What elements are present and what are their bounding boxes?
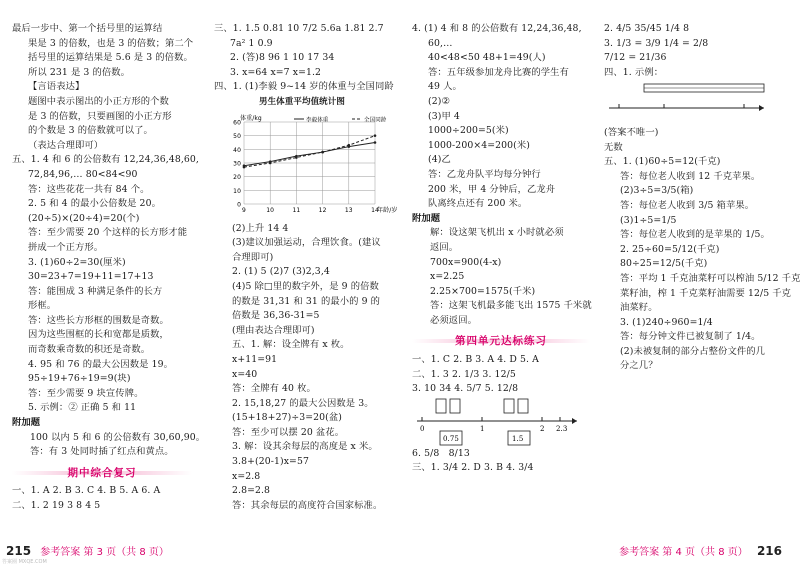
text-line: 3.8+(20-1)x=57 (232, 456, 309, 468)
text-line: 95÷19+76÷19=9(块) (28, 373, 131, 385)
col2-top (214, 22, 390, 80)
chart-question: 四、1. (1)李毅 9~14 岁的体重与全国同龄 (214, 81, 394, 93)
data-point (374, 134, 377, 137)
text-line: 的个数是 3 的倍数就可以了。 (28, 125, 153, 137)
text-line: x=2.8 (232, 470, 261, 482)
text-line: 答：能围成 3 种满足条件的长方 (28, 285, 163, 297)
text-line: 4. (1) 4 和 8 的公倍数有 12,24,36,48, (412, 23, 582, 34)
text-line: 2. 4/5 35/45 1/4 8 (604, 23, 690, 34)
text-line: 因为这些围框的长和宽都是质数， (28, 329, 169, 341)
col4-infinite: 无数 (604, 141, 623, 153)
text-line: 3. (1)240÷960=1/4 (620, 316, 713, 328)
col1-section-five (12, 153, 199, 416)
col3-extra (412, 226, 590, 328)
text-line: 2.25×700=1575(千米) (430, 285, 536, 297)
nl-label-0: 0 (420, 424, 425, 433)
fraction-bar-diagram (604, 80, 774, 120)
extra-question-label-2: 附加题 (412, 212, 441, 224)
text-line: 1000÷200=5(米) (428, 125, 509, 137)
x-tick-label: 10 (266, 206, 275, 214)
footer-right-text: 参考答案 第 4 页（共 8 页） (619, 547, 748, 558)
text-line: 油菜籽。 (620, 302, 658, 314)
text-line: 3. (1)60÷2=30(厘米) (28, 256, 126, 268)
text-line: 2. (1) 5 (2)7 (3)2,3,4 (232, 266, 330, 278)
text-line: x=40 (232, 368, 258, 380)
text-line: 队离终点还有 200 米。 (428, 198, 528, 210)
y-tick-label: 50 (233, 132, 241, 140)
x-tick-label: 13 (344, 206, 353, 214)
y-axis-label: 体重/kg (240, 114, 262, 122)
text-line: 4. 95 和 76 的最大公因数是 19。 (28, 358, 174, 370)
number-line-svg (412, 397, 582, 447)
text-line: 合理即可) (232, 251, 274, 263)
text-line: (理由表达合理即可) (232, 324, 315, 336)
text-line: 是 3 的倍数，只要画图的小正方形 (28, 110, 172, 122)
x-tick-label: 14 (371, 206, 379, 214)
text-line: 倍数是 36,36-31=5 (232, 310, 320, 322)
text-line: 最后一步中、第一个括号里的运算结 (12, 23, 163, 34)
column-4 (604, 22, 800, 374)
text-line: 答：平均 1 千克油菜籽可以榨油 5/12 千克 (620, 272, 800, 284)
text-line: 答：这些长方形框的围数是奇数。 (28, 314, 169, 326)
text-line: 而奇数乘奇数的积还是奇数。 (28, 344, 151, 356)
page-number-left: 215 (6, 544, 32, 558)
text-line: 40<48<50 48+1=49(人) (428, 52, 546, 64)
weight-line-chart (222, 112, 398, 220)
number-line-diagram (412, 397, 590, 447)
text-line: 形框。 (28, 300, 57, 312)
x-tick-label: 11 (292, 206, 301, 214)
text-line: （表达合理即可） (28, 139, 104, 151)
frac-1: 5/8 (424, 447, 440, 459)
text-line: 答：至少需要 20 个这样的长方形才能 (28, 227, 188, 239)
nl-label-2: 2 (540, 424, 545, 433)
text-line: 答：乙龙舟队平均每分钟行 (428, 168, 541, 180)
text-line: 答：每位老人收到 12 千克苹果。 (620, 170, 761, 182)
text-line: 答：其余每层的高度符合国家标准。 (232, 499, 383, 511)
x-tick-label: 9 (242, 206, 246, 214)
col1-intro (12, 22, 192, 153)
unit-four-title (412, 334, 590, 349)
text-line: 答：每位老人收到 3/5 箱苹果。 (620, 199, 755, 211)
text-line: 72,84,96,… 80<84<90 (28, 168, 138, 180)
text-line: 五、1. 4 和 6 的公倍数有 12,24,36,48,60, (12, 154, 199, 166)
text-line: 3. 1/3 = 3/9 1/4 = 2/8 (604, 37, 709, 49)
y-tick-label: 60 (233, 119, 241, 127)
text-line: 所以 231 是 3 的倍数。 (28, 66, 131, 78)
text-line: (2)② (428, 95, 450, 107)
footer-right (613, 543, 782, 558)
answer-line: 3. 10 34 4. 5/7 5. 12/8 (412, 383, 519, 395)
text-line: (2)3÷5=3/5(箱) (620, 185, 694, 197)
col1-final (12, 484, 192, 513)
extra-question-label: 附加题 (12, 417, 41, 429)
text-line: (15+18+27)÷3=20(盆) (232, 412, 342, 424)
text-line: 五、1. 解：设全牌有 x 枚。 (232, 339, 350, 351)
legend-label: 全国同龄 (364, 117, 387, 124)
text-line: 2. 25÷60=5/12(千克) (620, 243, 720, 255)
text-line: 五、1. (1)60÷5=12(千克) (604, 156, 721, 168)
text-line: 80÷25=12/5(千克) (620, 258, 708, 270)
y-tick-label: 40 (233, 146, 241, 154)
text-line: 2. (答)8 96 1 10 17 34 (230, 52, 335, 64)
box-label-1: 1.5 (512, 434, 524, 443)
text-line: (3)建议加强运动，合理饮食。(建议 (232, 237, 381, 249)
text-line: 答：至少需要 9 块宣传牌。 (28, 387, 144, 399)
text-line: (20÷5)×(20÷4)=20(个) (28, 212, 140, 224)
text-line: 的数是 31,31 和 31 的最小的 9 的 (232, 295, 381, 307)
col1-extra (12, 431, 206, 460)
col3-fractions: 6. 5/8 8/13 (412, 447, 470, 459)
chart-title: 男生体重平均值统计图 (258, 96, 345, 107)
footer-left (6, 543, 169, 558)
col4-section-five (604, 155, 800, 374)
text-line: 200 米，甲 4 分钟后，乙龙舟 (428, 183, 556, 195)
col2-after-chart (214, 222, 390, 514)
answer-line: 二、1. 2 19 3 8 4 5 (12, 500, 101, 511)
data-point (348, 143, 351, 146)
text-line: 答：这架飞机最多能飞出 1575 千米就 (430, 300, 592, 312)
text-line: x+11=91 (232, 353, 278, 365)
col3-answers (412, 353, 590, 397)
text-line: 答：五年级参加龙舟比赛的学生有 (428, 66, 569, 78)
box-label-0: 0.75 (443, 434, 459, 443)
nl-label-3: 2.3 (556, 424, 568, 433)
text-line: 7a² 1 0.9 (230, 37, 273, 49)
text-line: 100 以内 5 和 6 的公倍数有 30,60,90。 (30, 431, 206, 443)
y-tick-label: 0 (237, 201, 241, 209)
col3-last: 三、1. 3/4 2. D 3. B 4. 3/4 (412, 462, 534, 474)
y-tick-label: 10 (233, 187, 241, 195)
text-line: (3)1÷5=1/5 (620, 214, 677, 226)
text-line: (2)上升 14 4 (232, 222, 289, 234)
nl-label-1: 1 (480, 424, 485, 433)
midterm-review-title (12, 466, 192, 481)
y-tick-label: 30 (233, 160, 241, 168)
frac-2: 8/13 (448, 447, 470, 459)
x-axis-label: 年龄/岁 (377, 206, 398, 214)
text-line: 49 人。 (428, 81, 462, 93)
text-line: 3. 解：设其余每层的高度是 x 米。 (232, 441, 378, 453)
col4-q4: 四、1. 示例： (604, 66, 664, 78)
legend-label: 李毅体重 (306, 117, 329, 124)
text-line: (4)乙 (428, 154, 451, 166)
text-line: 答：每分钟文件已被复制了 1/4。 (620, 331, 761, 343)
footer-left-text: 参考答案 第 3 页（共 8 页） (40, 547, 169, 558)
answer-line: 一、1. A 2. B 3. C 4. B 5. A 6. A (12, 485, 161, 497)
series-line-1 (244, 142, 375, 165)
text-line: 3. x=64 x=7 x=1.2 (230, 66, 322, 78)
data-point (269, 161, 272, 164)
weight-chart (222, 112, 398, 222)
column-1 (12, 22, 206, 514)
text-line: 5. 示例：② 正确 5 和 11 (28, 402, 137, 414)
col3-top (412, 22, 590, 212)
text-line: 解：设这架飞机出 x 小时就必须 (430, 227, 564, 239)
text-line: 2. 15,18,27 的最大公因数是 3。 (232, 397, 374, 409)
text-line: (4)5 除□里的数字外，是 9 的倍数 (232, 280, 379, 292)
unit-four-label: 第四单元达标练习 (455, 335, 547, 348)
text-line: 700x=900(4-x) (430, 256, 502, 268)
text-line: 分之几？ (620, 360, 658, 372)
answer-line: 二、1. 3 2. 1/3 3. 12/5 (412, 368, 516, 380)
answer-line: 一、1. C 2. B 3. A 4. D 5. A (412, 354, 539, 366)
text-line: 返回。 (430, 241, 459, 253)
text-line: 必须返回。 (430, 314, 477, 326)
text-line: (2)未被复制的部分占整份文件的几 (620, 345, 766, 357)
text-line: (3)甲 4 (428, 110, 460, 122)
text-line: 三、1. 1.5 0.81 10 7/2 5.6a 1.81 2.7 (214, 23, 384, 34)
text-line: 括号里的运算结果是 5.6 是 3 的倍数。 (28, 52, 193, 64)
text-line: 60,… (428, 37, 453, 49)
text-line: 答：有 3 处同时插了红点和黄点。 (30, 446, 174, 458)
midterm-review-label: 期中综合复习 (67, 466, 137, 479)
x-tick-label: 12 (318, 206, 327, 214)
text-line: 题图中表示图出的小正方形的个数 (28, 95, 169, 107)
text-line: 答：这些花花一共有 84 个。 (28, 183, 150, 195)
text-line: x=2.25 (430, 271, 465, 283)
text-line: 答：全牌有 40 枚。 (232, 383, 316, 395)
column-3 (412, 22, 590, 476)
text-line: 30=23+7=19+11=17+13 (28, 271, 154, 283)
text-line: 【言语表达】 (28, 81, 85, 93)
data-point (374, 141, 377, 144)
col4-answer-note: (答案不唯一) (604, 126, 659, 138)
text-line: 7/12 = 21/36 (604, 52, 667, 64)
text-line: 菜籽油，榨 1 千克菜籽油需要 12/5 千克 (620, 287, 792, 299)
data-point (321, 150, 324, 153)
text-line: 2.8=2.8 (232, 485, 271, 497)
text-line: 答：至少可以摆 20 盆花。 (232, 426, 345, 438)
watermark: 答案圈 MXQE.COM (2, 559, 47, 565)
data-point (243, 165, 246, 168)
text-line: 答：每位老人收到的是苹果的 1/5。 (620, 229, 770, 241)
data-point (295, 156, 298, 159)
col4-top (604, 22, 794, 66)
text-line: 拼成一个正方形。 (28, 241, 104, 253)
column-2 (214, 22, 398, 513)
page-number-right: 216 (756, 544, 782, 558)
text-line: 2. 5 和 4 的最小公倍数是 20。 (28, 198, 161, 210)
text-line: 1000-200×4=200(米) (428, 139, 531, 151)
y-tick-label: 20 (233, 173, 241, 181)
text-line: 果是 3 的倍数，也是 3 的倍数；第二个 (28, 37, 194, 49)
